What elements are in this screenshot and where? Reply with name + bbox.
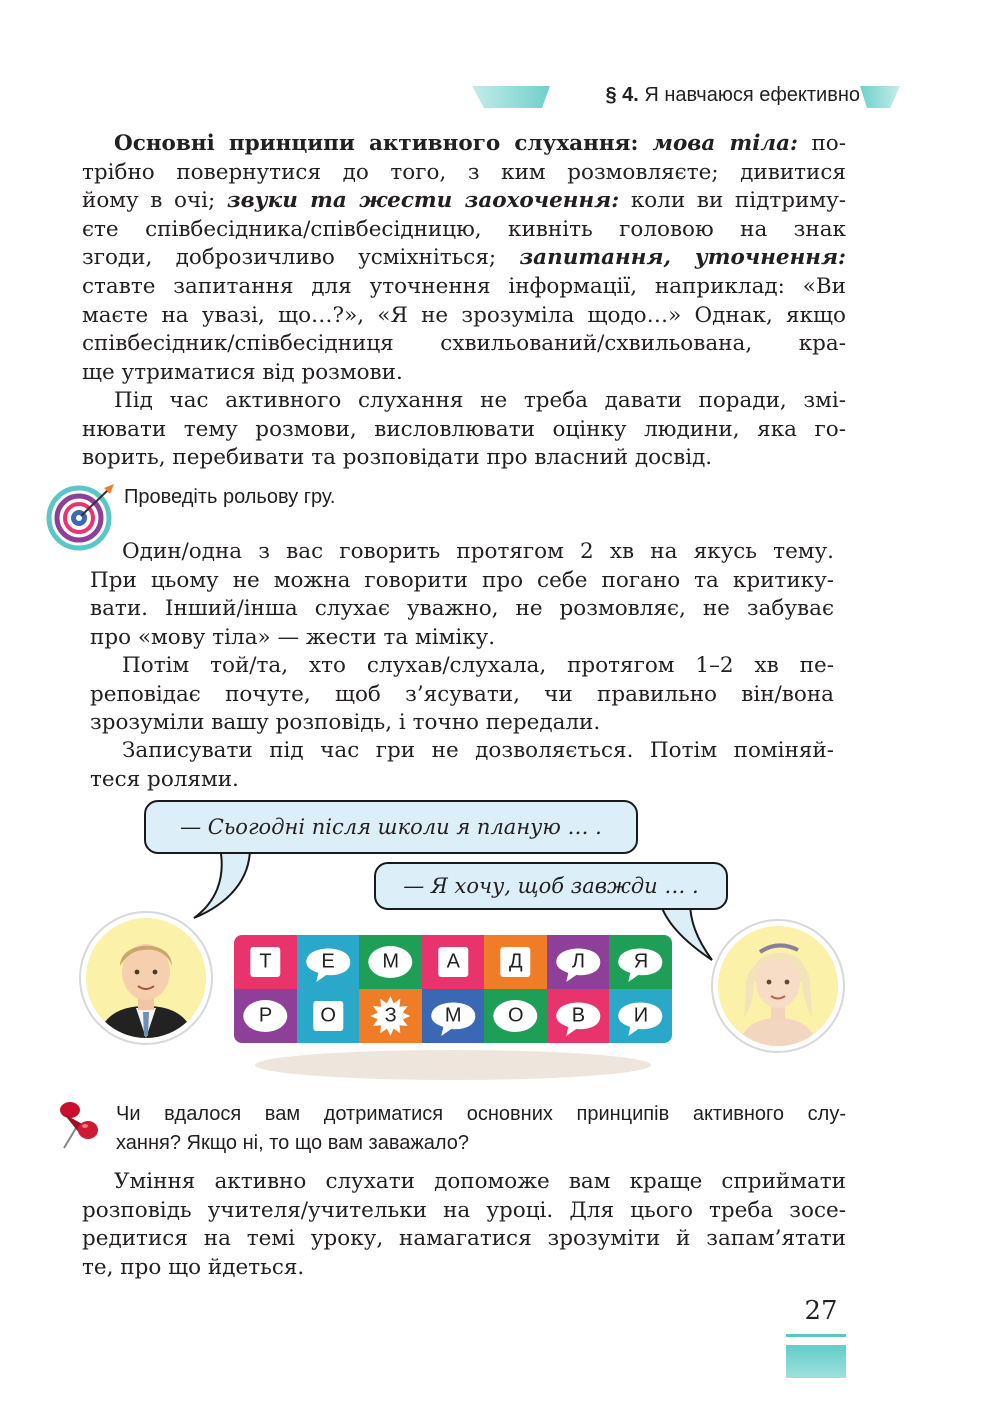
text-line: Під час активного слухання не треба давати поради, змі- <box>114 388 846 413</box>
text-line: вати. Інший/інша слухає уважно, не розмовляє, не забуває <box>90 596 834 622</box>
text-line: Один/одна з вас говорить протягом 2 хв на якусь тему. <box>122 539 834 564</box>
letter-tile <box>609 935 672 989</box>
listening-rules-paragraph <box>82 387 846 473</box>
roleplay-instructions-paragraph <box>90 538 834 652</box>
letter-tile <box>359 935 422 989</box>
text-line: зрозуміли вашу розповідь, і точно передали. <box>90 710 601 736</box>
tile-letter: Д <box>509 950 523 973</box>
text-run: єте співбесідника/співбесідницю, кивніть головою на знак <box>82 216 846 242</box>
text-run: коли ви підтриму- <box>619 188 846 214</box>
girl-avatar <box>710 918 846 1054</box>
text-line: те, про що йдеться. <box>82 1254 305 1280</box>
text-line: редитися на темі уроку, намагатися зрозуміти й запам’ятати <box>82 1226 846 1252</box>
tile-letter: Р <box>258 1004 273 1027</box>
text-run: трібно повернутися до того, з ким розмовляєте; дивитися <box>82 159 846 185</box>
text-run: співбесідник/співбесідниця схвильований/схвильована, кра- <box>82 331 846 357</box>
text-line <box>82 216 846 245</box>
section-header <box>472 80 902 112</box>
text-line: теся ролями. <box>90 766 239 792</box>
letter-tile <box>547 989 610 1043</box>
text-line <box>82 273 846 302</box>
text-line: про «мову тіла» — жести та міміку. <box>90 624 496 650</box>
letter-tile <box>297 989 360 1043</box>
reflection-line: Чи вдалося вам дотриматися основних принципів активного слу- <box>116 1103 846 1125</box>
topic-tiles <box>234 935 672 1043</box>
text-line: Записувати під час гри не дозволяється. Потім поміняй- <box>122 738 834 763</box>
letter-tile <box>422 989 485 1043</box>
tile-letter: О <box>508 1004 524 1027</box>
text-line: ворить, перебивати та розповідати про власний досвід. <box>82 445 713 471</box>
tile-letter: М <box>444 1004 462 1027</box>
text-line: нювати тему розмови, висловлювати оцінку людини, яка го- <box>82 416 846 442</box>
swap-roles-paragraph <box>90 737 834 794</box>
reflection-line: хання? Якщо ні, то що вам заважало? <box>116 1132 470 1154</box>
tile-letter: М <box>382 950 400 973</box>
tile-letter: Т <box>259 950 272 973</box>
speech-bubble-boy: — Сьогодні після школи я планую … . <box>144 800 638 854</box>
text-run: Основні принципи активного слухання: <box>114 131 653 156</box>
task-roleplay: Проведіть рольову гру. <box>124 486 336 508</box>
tile-letter: И <box>633 1004 649 1027</box>
retelling-paragraph <box>90 652 834 738</box>
text-run: звуки та жести заохочення: <box>226 188 620 214</box>
text-run: ставте запитання для уточнення інформації, наприклад: «Ви <box>82 273 846 299</box>
text-line <box>82 159 846 188</box>
text-line <box>82 187 846 216</box>
letter-tile <box>609 989 672 1043</box>
tile-letter: Л <box>571 950 585 973</box>
text-line <box>82 130 846 159</box>
tile-letter: Я <box>633 950 649 973</box>
speech-bubble-girl: — Я хочу, щоб завжди … . <box>374 862 728 910</box>
letter-tile <box>547 935 610 989</box>
tiles-shadow <box>255 1050 651 1080</box>
tile-letter: З <box>384 1004 397 1027</box>
tile-letter: Е <box>321 950 335 973</box>
page-number-bar <box>786 1345 846 1378</box>
letter-tile <box>484 935 547 989</box>
text-run: по- <box>797 131 846 156</box>
text-run: маєте на увазі, що…?», «Я не зрозуміла щодо…» Однак, якщо <box>82 302 846 328</box>
letter-tile <box>484 989 547 1043</box>
text-run: мова тіла: <box>652 131 798 156</box>
section-title: § 4. Я навчаюся ефективно <box>605 84 860 106</box>
principles-paragraph <box>82 130 846 387</box>
text-run: запитання, уточнення: <box>519 245 846 271</box>
page-number-rule <box>786 1334 846 1337</box>
tile-letter: В <box>571 1004 586 1027</box>
tile-letter: А <box>446 950 460 973</box>
page-number: 27 <box>804 1296 838 1326</box>
letter-tile <box>234 989 297 1043</box>
letter-tile <box>234 935 297 989</box>
letter-tile <box>422 935 485 989</box>
text-run: ще утриматися від розмови. <box>82 359 403 385</box>
text-line <box>82 244 846 273</box>
pushpin-icon <box>56 1100 100 1152</box>
text-line <box>82 359 846 388</box>
text-line: Потім той/та, хто слухав/слухала, протягом 1–2 хв пе- <box>122 653 834 678</box>
text-line: реповідає почуте, щоб з’ясувати, чи правильно він/вона <box>90 681 834 707</box>
text-run: згоди, доброзичливо усміхніться; <box>82 245 520 271</box>
text-line: При цьому не можна говорити про себе погано та критику- <box>90 567 834 593</box>
tile-letter: О <box>320 1004 336 1027</box>
text-line <box>82 302 846 331</box>
text-line <box>82 330 846 359</box>
text-run: йому в очі; <box>82 188 227 214</box>
text-line: розповідь учителя/учительки на уроці. Для цього треба зосе- <box>82 1197 846 1223</box>
letter-tile <box>359 989 422 1043</box>
letter-tile <box>297 935 360 989</box>
boy-avatar <box>78 910 214 1046</box>
reflection-question <box>116 1100 846 1158</box>
closing-paragraph <box>82 1168 846 1282</box>
text-line: Уміння активно слухати допоможе вам краще сприймати <box>114 1169 846 1194</box>
